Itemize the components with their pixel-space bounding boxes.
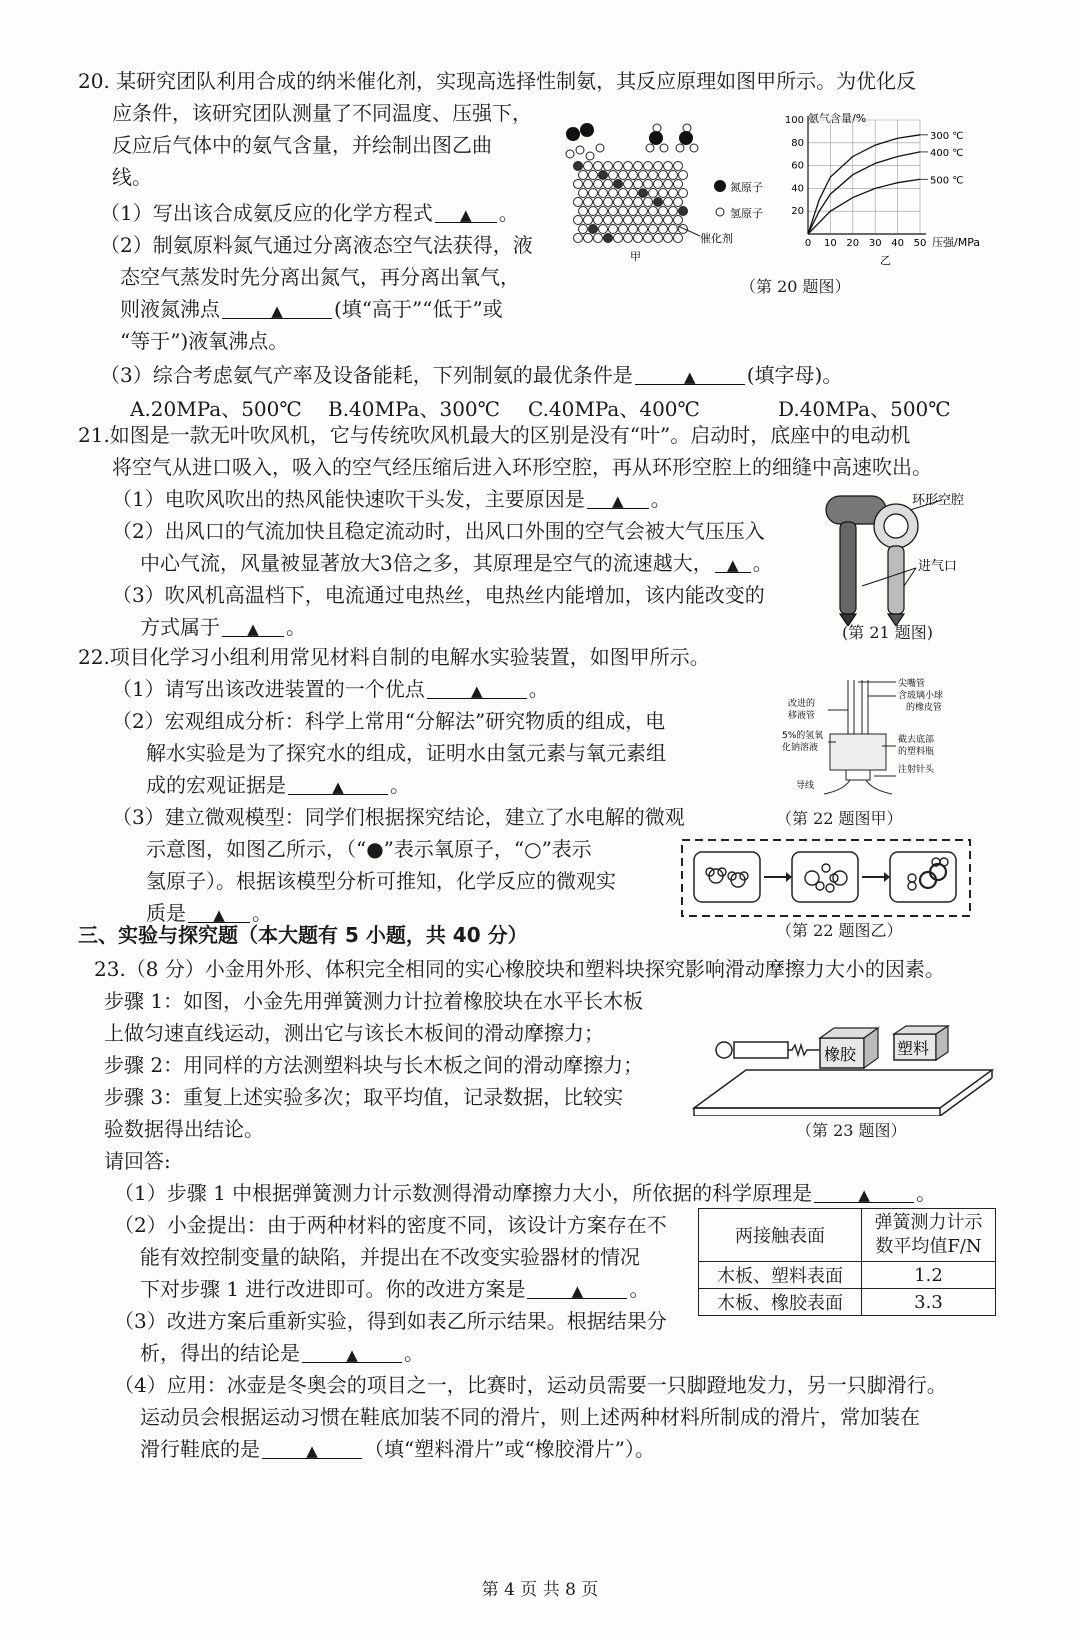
chart-y-tick: 40	[791, 183, 804, 195]
q23-sub-4c: 滑行鞋底的是 ▲ （填“塑料滑片”或“橡胶滑片”）。	[140, 1437, 655, 1461]
table-header-row	[699, 1209, 996, 1262]
q20-line-1: 20. 某研究团队利用合成的纳米催化剂，实现高选择性制氨，其反应原理如图甲所示。为优化反	[78, 69, 917, 93]
label-ball: 含玻璃小球	[898, 691, 944, 701]
q23-step-2: 步骤 2：用同样的方法测塑料块与长木板之间的滑动摩擦力；	[104, 1053, 644, 1077]
table-row	[699, 1262, 996, 1289]
answer-blank[interactable]: ▲	[814, 1180, 914, 1203]
legend-nitrogen: 氮原子	[730, 181, 763, 194]
q23-step-1a: 步骤 1：如图，小金先用弹簧测力计拉着橡胶块在水平长木板	[104, 989, 644, 1013]
q23-step-3b: 验数据得出结论。	[104, 1117, 264, 1141]
label-tube: 改进的	[788, 699, 816, 709]
q20-sub-2b: 态空气蒸发时先分离出氮气，再分离出氧气，	[120, 265, 520, 289]
answer-blank[interactable]: ▲	[427, 676, 527, 699]
answer-blank[interactable]: ▲	[288, 772, 388, 795]
table-header-value: 弹簧测力计示 数平均值F/N	[862, 1209, 996, 1262]
label-jia: 甲	[630, 250, 641, 263]
q20-sub-2d: “等于”)液氧沸点。	[120, 329, 289, 353]
answer-blank[interactable]: ▲	[587, 486, 649, 509]
q20-sub-2a: （2）制氨原料氮气通过分离液态空气法获得，液	[100, 233, 533, 257]
chart-x-tick: 0	[804, 238, 812, 249]
q23-sub-2b: 能有效控制变量的缺陷，并提出在不改变实验器材的情况	[140, 1245, 640, 1269]
chart-x-tick: 30	[868, 238, 882, 249]
friction-experiment-figure	[690, 1024, 996, 1116]
q22-line-1: 22.项目化学习小组利用常见材料自制的电解水实验装置，如图甲所示。	[78, 645, 710, 669]
q21-sub-3b: 方式属于 ▲ 。	[140, 615, 306, 639]
q22-sub-2a: （2）宏观组成分析：科学上常用“分解法”研究物质的组成，电	[112, 709, 666, 733]
answer-blank[interactable]: ▲	[435, 200, 497, 223]
micro-model-diagram	[680, 838, 972, 918]
q21-sub-2b: 中心气流，风量被显著放大3倍之多，其原理是空气的流速越大， ▲ 。	[140, 551, 773, 575]
ammonia-chart	[780, 108, 980, 268]
q20-line-2: 应条件，该研究团队测量了不同温度、压强下，	[112, 101, 532, 125]
label-cut-2: 的塑料瓶	[898, 747, 935, 757]
chart-y-tick: 100	[784, 115, 804, 126]
chart-x-tick: 20	[846, 238, 860, 249]
answer-blank[interactable]: ▲	[222, 614, 284, 637]
answer-blank[interactable]: ▲	[527, 1276, 627, 1299]
table-header-surface: 两接触表面	[699, 1209, 862, 1262]
hair-dryer-figure	[812, 486, 1012, 626]
label-cut: 截去底部	[898, 735, 935, 745]
q23-sub-4b: 运动员会根据运动习惯在鞋底加装不同的滑片，则上述两种材料所制成的滑片，常加装在	[140, 1405, 920, 1429]
q21-sub-3a: （3）吹风机高温档下，电流通过电热丝，电热丝内能增加，该内能改变的	[112, 583, 765, 607]
chart-series-label: 400 ℃	[930, 147, 964, 159]
chart-series-label: 300 ℃	[930, 130, 964, 142]
label-solution-2: 化钠溶液	[782, 743, 819, 753]
chart-xlabel: 压强/MPa	[932, 236, 980, 249]
q22-sub-3b: 示意图，如图乙所示，（“●”表示氧原子，“○”表示	[146, 837, 592, 861]
q21-line-1: 21.如图是一款无叶吹风机，它与传统吹风机最大的区别是没有“叶”。启动时，底座中的电动机	[78, 423, 911, 447]
answer-blank[interactable]: ▲	[635, 362, 745, 385]
answer-blank[interactable]: ▲	[222, 296, 332, 319]
block-rubber-label: 橡胶	[824, 1045, 857, 1064]
label-ball-2: 的橡皮管	[906, 703, 943, 713]
q22-sub-1: （1）请写出该改进装置的一个优点 ▲ 。	[112, 677, 549, 701]
label-tip: 尖嘴管	[898, 679, 926, 689]
chart-x-tick: 10	[824, 238, 837, 249]
table-cell-value: 3.3	[862, 1289, 996, 1316]
q21-line-2: 将空气从进口吸入，吸入的空气经压缩后进入环形空腔，再从环形空腔上的细缝中高速吹出。	[112, 455, 932, 479]
q21-sub-1: （1）电吹风吹出的热风能快速吹干头发，主要原因是 ▲ 。	[112, 487, 671, 511]
chart-series-label: 500 ℃	[930, 175, 964, 187]
q20-sub-2c: 则液氮沸点 ▲ (填“高于”“低于”或	[120, 297, 503, 321]
q22-sub-2b: 解水实验是为了探究水的组成，证明水由氢元素与氧元素组	[146, 741, 666, 765]
table-cell-surface: 木板、橡胶表面	[699, 1289, 862, 1316]
label-yi: 乙	[880, 254, 891, 267]
section-3-heading: 三、实验与探究题（本大题有 5 小题，共 40 分）	[78, 923, 528, 947]
q23-step-1b: 上做匀速直线运动，测出它与该长木板间的滑动摩擦力；	[104, 1021, 604, 1045]
label-needle: 注射针头	[898, 765, 935, 775]
q20-option-a: A.20MPa、500℃	[130, 397, 302, 421]
q22-sub-3a: （3）建立微观模型：同学们根据探究结论，建立了水电解的微观	[112, 805, 685, 829]
q23-sub-2a: （2）小金提出：由于两种材料的密度不同，该设计方案存在不	[114, 1213, 667, 1237]
label-solution: 5%的氢氧	[782, 731, 824, 741]
q23-line-1: 23.（8 分）小金用外形、体积完全相同的实心橡胶块和塑料块探究影响滑动摩擦力大小的因素。	[94, 957, 945, 981]
ring-label: 环形空腔	[912, 493, 965, 508]
chart-ylabel: 氨气含量/%	[808, 112, 867, 125]
chart-series-line	[808, 135, 920, 234]
q23-step-3a: 步骤 3：重复上述实验多次；取平均值，记录数据，比较实	[104, 1085, 624, 1109]
q22-sub-3d: 质是 ▲ 。	[146, 901, 272, 925]
block-plastic-label: 塑料	[897, 1039, 930, 1058]
q23-sub-2c: 下对步骤 1 进行改进即可。你的改进方案是 ▲ 。	[140, 1277, 650, 1301]
chart-x-tick: 50	[913, 238, 927, 249]
q20-line-4: 线。	[112, 165, 152, 189]
answer-blank[interactable]: ▲	[715, 550, 751, 573]
fig22-jia-caption: （第 22 题图甲）	[776, 809, 903, 828]
table-cell-surface: 木板、塑料表面	[699, 1262, 862, 1289]
q20-option-b: B.40MPa、300℃	[328, 397, 501, 421]
q23-sub-1: （1）步骤 1 中根据弹簧测力计示数测得滑动摩擦力大小，所依据的科学原理是 ▲ 。	[114, 1181, 937, 1205]
fig21-caption: (第 21 题图)	[842, 623, 934, 642]
chart-x-tick: 40	[891, 238, 904, 249]
result-table	[698, 1208, 996, 1316]
q22-sub-2c: 成的宏观证据是 ▲ 。	[146, 773, 410, 797]
catalyst-diagram	[560, 118, 770, 264]
table-cell-value: 1.2	[862, 1262, 996, 1289]
q23-sub-4a: （4）应用：冰壶是冬奥会的项目之一，比赛时，运动员需要一只脚蹬地发力，另一只脚滑行。	[114, 1373, 947, 1397]
chart-y-tick: 60	[791, 160, 804, 172]
fig23-caption: （第 23 题图）	[796, 1121, 907, 1140]
q21-sub-2a: （2）出风口的气流加快且稳定流动时，出风口外围的空气会被大气压压入	[112, 519, 765, 543]
fig22-yi-caption: （第 22 题图乙）	[776, 921, 903, 940]
q23-ask: 请回答:	[104, 1149, 171, 1173]
fig20-caption: （第 20 题图）	[740, 277, 851, 296]
q20-option-d: D.40MPa、500℃	[778, 397, 951, 421]
q22-sub-3c: 氢原子）。根据该模型分析可推知，化学反应的微观实	[146, 869, 616, 893]
table-row	[699, 1289, 996, 1316]
label-tube-2: 移液管	[788, 711, 816, 721]
q23-sub-3b: 析，得出的结论是 ▲ 。	[140, 1341, 424, 1365]
answer-blank[interactable]: ▲	[302, 1340, 402, 1363]
legend-hydrogen: 氢原子	[730, 207, 763, 220]
q20-option-c: C.40MPa、400℃	[528, 397, 700, 421]
answer-blank[interactable]: ▲	[262, 1436, 362, 1459]
q23-sub-3a: （3）改进方案后重新实验，得到如表乙所示结果。根据结果分	[114, 1309, 667, 1333]
electrolysis-apparatus	[776, 676, 976, 800]
q20-line-3: 反应后气体中的氨气含量，并绘制出图乙曲	[112, 133, 492, 157]
chart-y-tick: 80	[791, 137, 804, 149]
q20-sub-1: （1）写出该合成氨反应的化学方程式 ▲ 。	[100, 201, 519, 225]
answer-blank[interactable]: ▲	[188, 900, 250, 923]
page-footer: 第 4 页 共 8 页	[481, 1580, 599, 1600]
label-wire: 导线	[796, 781, 815, 791]
inlet-label: 进气口	[918, 559, 958, 574]
q20-sub-3: （3）综合考虑氨气产率及设备能耗，下列制氨的最优条件是 ▲ (填字母)。	[100, 363, 843, 387]
catalyst-label: 催化剂	[700, 232, 733, 245]
chart-y-tick: 20	[791, 206, 804, 218]
